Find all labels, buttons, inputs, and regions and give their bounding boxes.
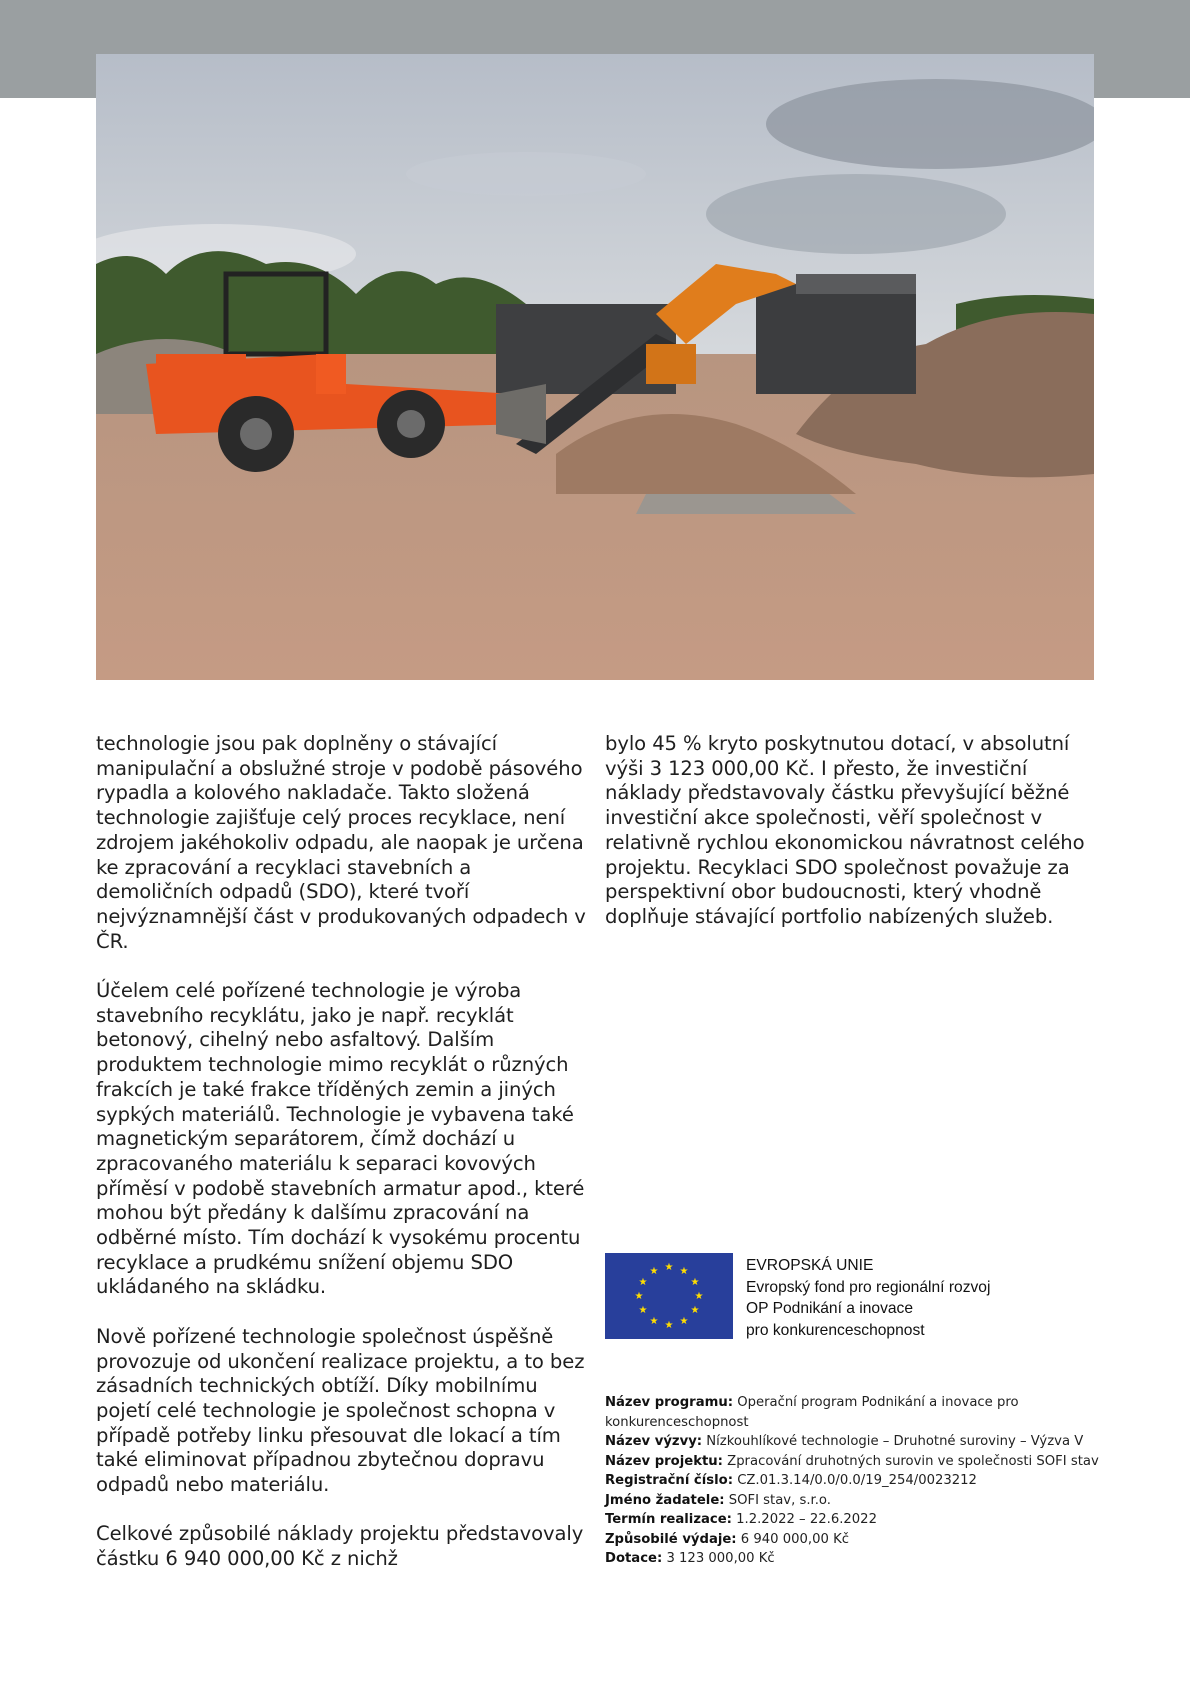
svg-text:★: ★ [679, 1316, 689, 1327]
svg-text:★: ★ [638, 1277, 648, 1288]
construction-site-photo [96, 54, 1094, 680]
info-label: Dotace: [605, 1551, 663, 1566]
eu-logo [605, 1253, 1105, 1339]
info-row [605, 1510, 1105, 1530]
svg-text:★: ★ [649, 1266, 659, 1277]
svg-text:★: ★ [634, 1291, 644, 1302]
info-row [605, 1393, 1105, 1432]
info-value: 6 940 000,00 Kč [740, 1531, 849, 1547]
paragraph: technologie jsou pak doplněny o stávající manipulační a obslužné stroje v podobě pásového rypadla a kolového nakladače. Takto složená technologie zajišťuje celý proces recyklace, není zdrojem jakéhokoliv odpadu, ale naopak je určena ke zpracování a recyklaci stavebních a demoličních odpadů (SDO), které tvoří nejvýznamnější část v produkovaných odpadech v ČR. [96, 732, 586, 953]
info-row [605, 1432, 1105, 1452]
info-row [605, 1549, 1105, 1569]
eu-program: OP Podnikání a inovace [746, 1300, 914, 1318]
svg-text:★: ★ [690, 1277, 700, 1288]
info-label: Název výzvy: [605, 1434, 703, 1449]
project-info [605, 1393, 1105, 1569]
info-value: Operační program Podnikání a inovace pro konkurenceschopnost [605, 1395, 1019, 1430]
paragraph: Nově pořízené technologie společnost úspěšně provozuje od ukončení realizace projektu, a to bez zásadních technických obtíží. Díky mobilnímu pojetí celé technologie je společnost schopna v případě potřeby linku přesouvat dle lokací a tím také eliminovat případnou zbytečnou dopravu odpadů nebo materiálu. [96, 1324, 585, 1497]
info-row [605, 1471, 1105, 1491]
info-label: Jméno žadatele: [605, 1492, 725, 1508]
eu-flag-icon [605, 1253, 733, 1339]
svg-text:★: ★ [638, 1305, 648, 1316]
info-row [605, 1452, 1105, 1472]
paragraph: Celkové způsobilé náklady projektu představovaly částku 6 940 000,00 Kč z nichž [96, 1522, 584, 1571]
info-label: Název programu: [605, 1395, 733, 1410]
svg-text:★: ★ [690, 1305, 700, 1316]
left-text-column [96, 732, 586, 1597]
eu-program-sub: pro konkurenceschopnost [746, 1321, 925, 1339]
info-value: CZ.01.3.14/0.0/0.0/19_254/0023212 [737, 1473, 977, 1488]
info-label: Název projektu: [605, 1453, 723, 1469]
svg-text:★: ★ [679, 1266, 689, 1277]
info-value: Zpracování druhotných surovin ve společnosti SOFI stav [727, 1453, 1099, 1469]
paragraph: Účelem celé pořízené technologie je výroba stavebního recyklátu, jako je např. recyklát betonový, cihelný nebo asfaltový. Dalším produktem technologie mimo recyklát o různých frakcích je také frakce tříděných zemin a jiných sypkých materiálů. Technologie je vybavena také magnetickým separátorem, čímž dochází u zpracovaného materiálu k separaci kovových příměsí v podobě stavebních armatur apod., které mohou být předány k dalšímu zpracování na odběrné místo. Tím dochází k vysokému procentu recyklace a prudkému snížení objemu SDO ukládaného na skládku. [96, 979, 585, 1299]
info-row [605, 1491, 1105, 1511]
svg-text:★: ★ [664, 1320, 674, 1331]
svg-text:★: ★ [649, 1316, 659, 1327]
eu-fund: Evropský fond pro regionální rozvoj [746, 1278, 991, 1296]
info-value: Nízkouhlíkové technologie – Druhotné suroviny – Výzva V [706, 1434, 1084, 1449]
info-label: Registrační číslo: [605, 1473, 733, 1488]
info-value: SOFI stav, s.r.o. [728, 1492, 831, 1508]
eu-logo-text [746, 1255, 990, 1341]
paragraph: bylo 45 % kryto poskytnutou dotací, v absolutní výši 3 123 000,00 Kč. I přesto, že investiční náklady představovaly částku převyšující běžné investiční akce společnosti, věří společnost v relativně rychlou ekonomickou návratnost celého projektu. Recyklaci SDO společnost považuje za perspektivní obor budoucnosti, který vhodně doplňuje stávající portfolio nabízených služeb. [605, 732, 1085, 928]
info-value: 3 123 000,00 Kč [666, 1551, 775, 1566]
svg-text:★: ★ [694, 1291, 704, 1302]
info-row [605, 1530, 1105, 1550]
svg-text:★: ★ [664, 1262, 674, 1273]
info-value: 1.2.2022 – 22.6.2022 [736, 1512, 877, 1527]
info-label: Termín realizace: [605, 1512, 732, 1527]
right-text-column [605, 732, 1095, 954]
info-label: Způsobilé výdaje: [605, 1531, 737, 1547]
eu-title: EVROPSKÁ UNIE [746, 1257, 874, 1274]
